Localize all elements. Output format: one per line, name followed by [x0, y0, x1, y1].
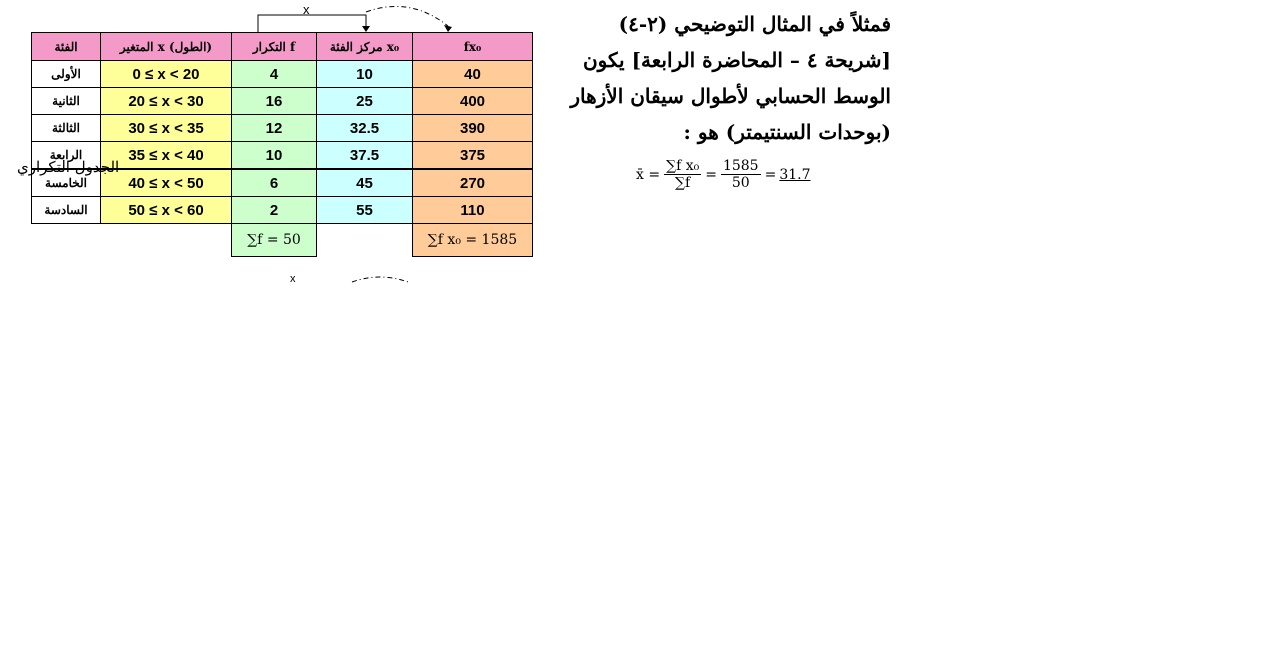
header-midpoint: مركز الفئة x₀ [317, 33, 413, 61]
explanation-paragraph: فمثلاً في المثال التوضيحي (٢-٤) [شريحة ٤ – المحاضرة الرابعة] يكون الوسط الحسابي لأطوال سيقان الأزهار (بوحدات السنتيمتر) هو : [570, 12, 891, 144]
cell-midpoint: 37.5 [317, 142, 413, 170]
bottom-mark: x [290, 273, 296, 285]
header-category: الفئة [32, 33, 101, 61]
cell-midpoint: 25 [317, 88, 413, 115]
cell-category: الخامسة [32, 169, 101, 197]
fraction-numerator: ∑f x₀ [666, 158, 700, 174]
fraction-denominator: ∑f [675, 175, 691, 191]
fraction-symbolic [664, 158, 701, 191]
cell-midpoint: 45 [317, 169, 413, 197]
cell-fx: 375 [413, 142, 533, 170]
cell-midpoint: 10 [317, 61, 413, 88]
fraction-numerator: 1585 [722, 158, 759, 174]
cell-fx: 40 [413, 61, 533, 88]
equals-sign: = [764, 166, 777, 183]
table-row [32, 88, 533, 115]
cell-frequency: 16 [232, 88, 317, 115]
table-row [32, 197, 533, 224]
cell-interval: 20 ≤ x < 30 [101, 88, 232, 115]
cell-category: الرابعة [32, 142, 101, 170]
formula-lhs: x̄ = [636, 166, 661, 183]
cell-frequency: 10 [232, 142, 317, 170]
mean-formula [636, 158, 811, 191]
header-frequency: التكرار f [232, 33, 317, 61]
cell-fx: 270 [413, 169, 533, 197]
mean-result: 31.7 [779, 166, 811, 183]
cell-fx: 400 [413, 88, 533, 115]
cell-frequency: 2 [232, 197, 317, 224]
fraction-numeric [721, 158, 761, 191]
cell-fx: 390 [413, 115, 533, 142]
cell-interval: 30 ≤ x < 35 [101, 115, 232, 142]
arrow-label: x [303, 2, 310, 17]
cell-interval: 35 ≤ x < 40 [101, 142, 232, 170]
cell-interval: 0 ≤ x < 20 [101, 61, 232, 88]
cell-midpoint: 32.5 [317, 115, 413, 142]
cell-category: الأولى [32, 61, 101, 88]
cell-interval: 50 ≤ x < 60 [101, 197, 232, 224]
header-fx: fx₀ [413, 33, 533, 61]
cell-fx: 110 [413, 197, 533, 224]
sum-row [32, 224, 533, 257]
fraction-denominator: 50 [731, 175, 750, 191]
sum-fx: ∑f x₀ = 1585 [413, 224, 533, 257]
cell-midpoint: 55 [317, 197, 413, 224]
cell-category: السادسة [32, 197, 101, 224]
cell-category: الثالثة [32, 115, 101, 142]
table-row [32, 115, 533, 142]
cell-frequency: 6 [232, 169, 317, 197]
sum-frequency: ∑f = 50 [232, 224, 317, 257]
equals-sign: = [705, 166, 717, 183]
cell-frequency: 12 [232, 115, 317, 142]
cell-interval: 40 ≤ x < 50 [101, 169, 232, 197]
cell-frequency: 4 [232, 61, 317, 88]
header-variable: المتغير x (الطول) [101, 33, 232, 61]
frequency-table [31, 32, 533, 257]
table-row [32, 61, 533, 88]
table-header-row [32, 33, 533, 61]
table-caption-overlay: الجدول التكراري [17, 158, 120, 176]
cell-category: الثانية [32, 88, 101, 115]
